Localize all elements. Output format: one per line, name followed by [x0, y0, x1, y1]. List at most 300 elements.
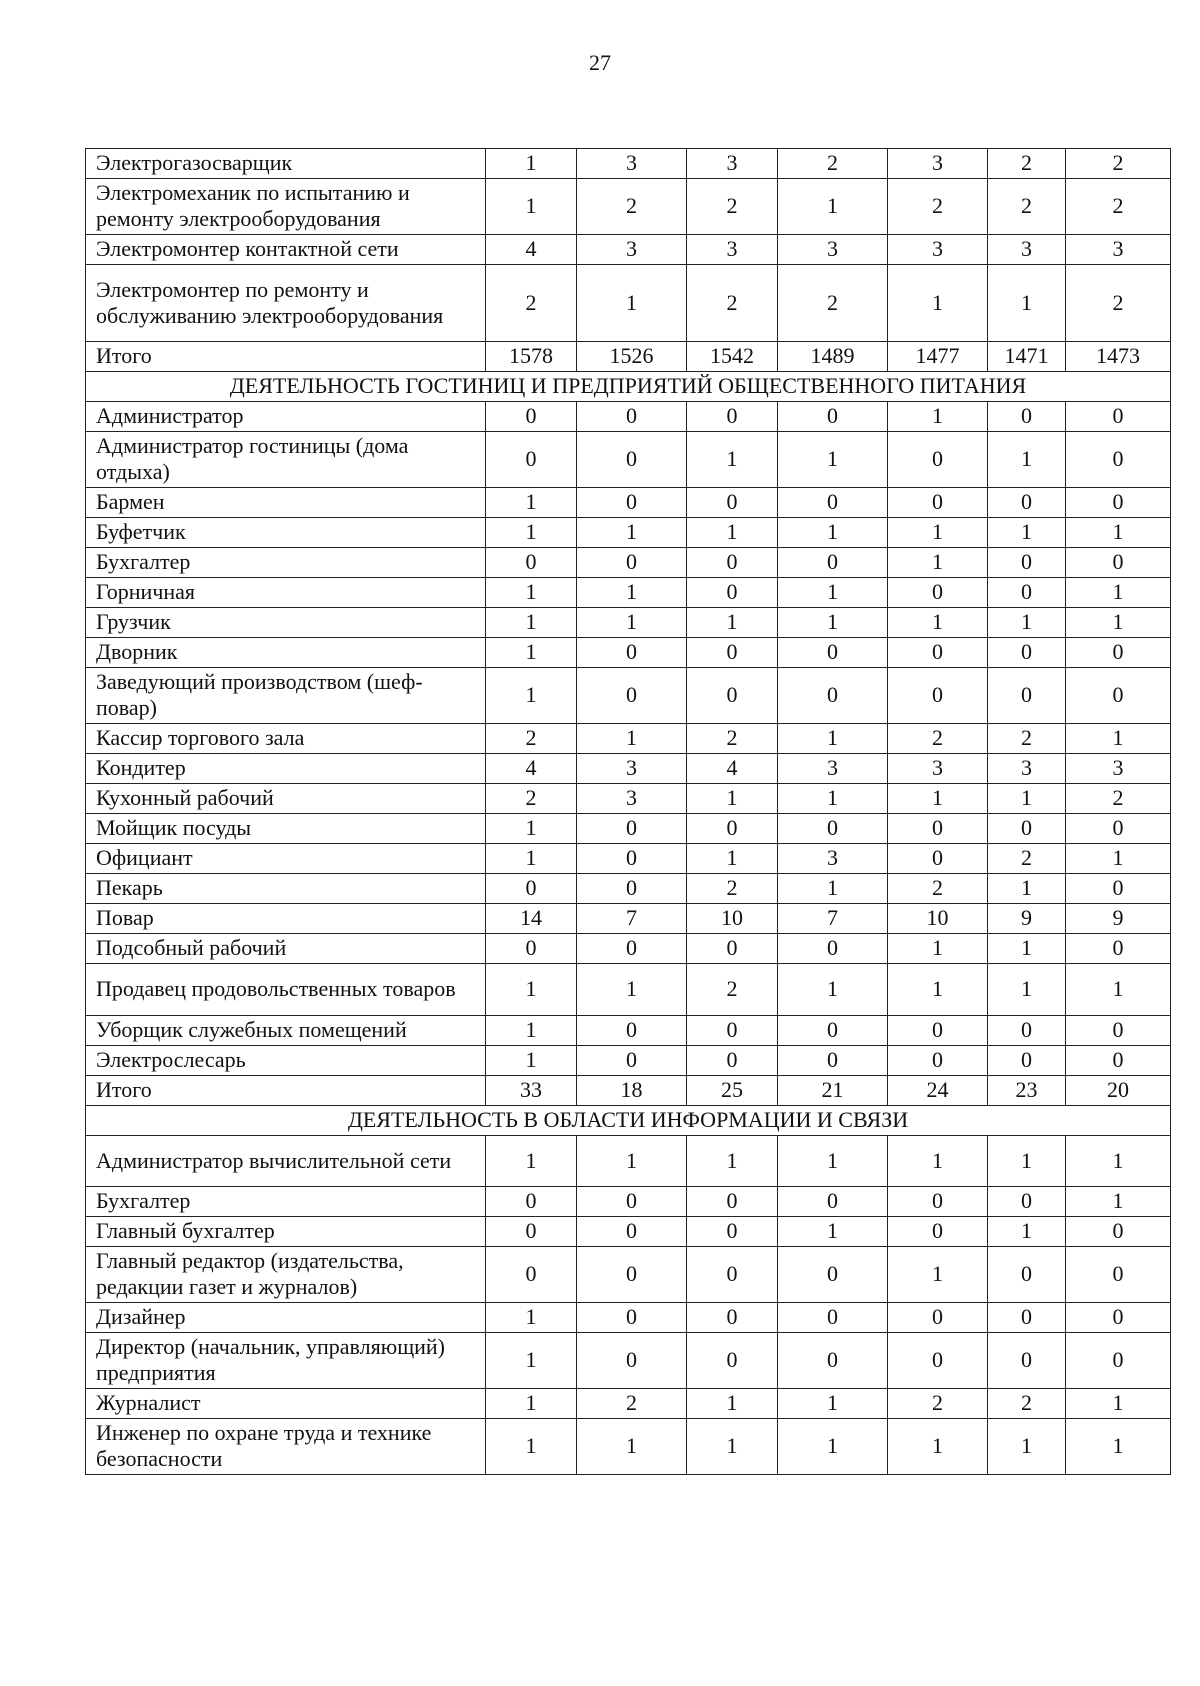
value-cell: 25	[687, 1076, 778, 1106]
value-cell: 1	[888, 1247, 988, 1303]
value-cell: 0	[687, 578, 778, 608]
value-cell: 2	[778, 149, 888, 179]
value-cell: 1	[778, 432, 888, 488]
value-cell: 0	[577, 1247, 687, 1303]
value-cell: 0	[988, 1303, 1066, 1333]
value-cell: 0	[988, 1333, 1066, 1389]
occupation-name: Заведующий производством (шеф-повар)	[86, 668, 486, 724]
table-row	[86, 904, 1171, 934]
value-cell: 0	[687, 1247, 778, 1303]
value-cell: 1526	[577, 342, 687, 372]
value-cell: 2	[1066, 265, 1171, 342]
value-cell: 3	[888, 149, 988, 179]
value-cell: 1	[486, 668, 577, 724]
value-cell: 0	[577, 1303, 687, 1333]
value-cell: 0	[778, 1303, 888, 1333]
value-cell: 0	[888, 638, 988, 668]
value-cell: 1	[988, 1136, 1066, 1187]
occupation-name: Журналист	[86, 1389, 486, 1419]
table-row	[86, 402, 1171, 432]
table-body	[86, 149, 1171, 1475]
value-cell: 0	[778, 1046, 888, 1076]
table-row	[86, 874, 1171, 904]
value-cell: 1	[577, 1419, 687, 1475]
total-row	[86, 1076, 1171, 1106]
value-cell: 1471	[988, 342, 1066, 372]
value-cell: 1	[1066, 578, 1171, 608]
value-cell: 0	[687, 1333, 778, 1389]
occupation-name: Главный бухгалтер	[86, 1217, 486, 1247]
table-row	[86, 1016, 1171, 1046]
occupation-name: Горничная	[86, 578, 486, 608]
value-cell: 1	[988, 432, 1066, 488]
value-cell: 1	[687, 784, 778, 814]
table-row	[86, 814, 1171, 844]
value-cell: 20	[1066, 1076, 1171, 1106]
value-cell: 0	[577, 432, 687, 488]
occupation-name: Администратор	[86, 402, 486, 432]
occupation-name: Главный редактор (издательства, редакции газет и журналов)	[86, 1247, 486, 1303]
value-cell: 0	[988, 1016, 1066, 1046]
value-cell: 3	[888, 754, 988, 784]
value-cell: 1	[577, 724, 687, 754]
value-cell: 0	[577, 814, 687, 844]
value-cell: 0	[577, 488, 687, 518]
value-cell: 0	[778, 488, 888, 518]
table-row	[86, 548, 1171, 578]
value-cell: 3	[778, 754, 888, 784]
value-cell: 3	[687, 235, 778, 265]
value-cell: 0	[687, 1187, 778, 1217]
value-cell: 3	[577, 235, 687, 265]
value-cell: 3	[577, 754, 687, 784]
value-cell: 1	[486, 814, 577, 844]
value-cell: 0	[988, 1187, 1066, 1217]
staffing-table	[85, 148, 1171, 1475]
table-row	[86, 668, 1171, 724]
value-cell: 2	[687, 874, 778, 904]
value-cell: 1	[486, 1389, 577, 1419]
value-cell: 7	[577, 904, 687, 934]
occupation-name: Уборщик служебных помещений	[86, 1016, 486, 1046]
value-cell: 1	[1066, 724, 1171, 754]
table-row	[86, 638, 1171, 668]
value-cell: 7	[778, 904, 888, 934]
page-number: 27	[589, 50, 611, 75]
value-cell: 1	[486, 1303, 577, 1333]
occupation-name: Официант	[86, 844, 486, 874]
value-cell: 1578	[486, 342, 577, 372]
value-cell: 0	[988, 578, 1066, 608]
table-row	[86, 1389, 1171, 1419]
value-cell: 0	[888, 432, 988, 488]
table-row	[86, 1247, 1171, 1303]
value-cell: 1	[988, 964, 1066, 1016]
value-cell: 0	[486, 1187, 577, 1217]
value-cell: 0	[486, 402, 577, 432]
value-cell: 0	[577, 1016, 687, 1046]
value-cell: 3	[778, 844, 888, 874]
value-cell: 1	[486, 638, 577, 668]
value-cell: 0	[486, 874, 577, 904]
value-cell: 3	[988, 754, 1066, 784]
value-cell: 0	[687, 638, 778, 668]
value-cell: 3	[1066, 754, 1171, 784]
value-cell: 1	[577, 578, 687, 608]
value-cell: 0	[888, 578, 988, 608]
value-cell: 0	[486, 548, 577, 578]
value-cell: 1	[988, 1217, 1066, 1247]
value-cell: 10	[888, 904, 988, 934]
value-cell: 0	[687, 548, 778, 578]
value-cell: 1	[778, 724, 888, 754]
value-cell: 0	[1066, 874, 1171, 904]
value-cell: 0	[577, 934, 687, 964]
value-cell: 0	[888, 1016, 988, 1046]
table-row	[86, 608, 1171, 638]
value-cell: 1	[687, 432, 778, 488]
value-cell: 2	[486, 784, 577, 814]
table-row	[86, 754, 1171, 784]
value-cell: 1542	[687, 342, 778, 372]
value-cell: 1	[778, 518, 888, 548]
value-cell: 0	[988, 1247, 1066, 1303]
table-row	[86, 235, 1171, 265]
table-row	[86, 1187, 1171, 1217]
table-row	[86, 844, 1171, 874]
value-cell: 0	[486, 1217, 577, 1247]
value-cell: 1	[577, 265, 687, 342]
value-cell: 2	[486, 265, 577, 342]
value-cell: 1	[888, 608, 988, 638]
value-cell: 14	[486, 904, 577, 934]
value-cell: 0	[888, 1303, 988, 1333]
value-cell: 9	[1066, 904, 1171, 934]
value-cell: 0	[988, 402, 1066, 432]
value-cell: 1	[486, 1046, 577, 1076]
value-cell: 1	[888, 402, 988, 432]
value-cell: 0	[486, 934, 577, 964]
value-cell: 0	[687, 668, 778, 724]
value-cell: 3	[778, 235, 888, 265]
occupation-name: Дизайнер	[86, 1303, 486, 1333]
value-cell: 1	[577, 1136, 687, 1187]
value-cell: 0	[687, 1016, 778, 1046]
value-cell: 1	[486, 149, 577, 179]
value-cell: 21	[778, 1076, 888, 1106]
value-cell: 3	[888, 235, 988, 265]
value-cell: 0	[988, 548, 1066, 578]
occupation-name: Администратор вычислительной сети	[86, 1136, 486, 1187]
value-cell: 3	[577, 149, 687, 179]
value-cell: 1	[486, 1016, 577, 1046]
value-cell: 0	[687, 488, 778, 518]
value-cell: 1	[778, 179, 888, 235]
value-cell: 0	[888, 1187, 988, 1217]
occupation-name: Повар	[86, 904, 486, 934]
value-cell: 1	[888, 1419, 988, 1475]
section-header-row	[86, 1106, 1171, 1136]
value-cell: 0	[1066, 432, 1171, 488]
value-cell: 3	[687, 149, 778, 179]
value-cell: 1	[1066, 964, 1171, 1016]
value-cell: 1	[988, 518, 1066, 548]
value-cell: 1	[888, 1136, 988, 1187]
value-cell: 0	[687, 1303, 778, 1333]
value-cell: 1489	[778, 342, 888, 372]
value-cell: 2	[888, 724, 988, 754]
value-cell: 1	[486, 964, 577, 1016]
value-cell: 3	[577, 784, 687, 814]
value-cell: 1	[687, 1136, 778, 1187]
value-cell: 1	[778, 964, 888, 1016]
value-cell: 0	[778, 1016, 888, 1046]
value-cell: 2	[888, 874, 988, 904]
value-cell: 0	[577, 844, 687, 874]
value-cell: 2	[687, 724, 778, 754]
value-cell: 9	[988, 904, 1066, 934]
table-row	[86, 179, 1171, 235]
value-cell: 0	[1066, 1016, 1171, 1046]
value-cell: 2	[1066, 784, 1171, 814]
value-cell: 2	[988, 149, 1066, 179]
value-cell: 2	[988, 179, 1066, 235]
occupation-name: Бармен	[86, 488, 486, 518]
value-cell: 1	[687, 1389, 778, 1419]
value-cell: 2	[687, 179, 778, 235]
value-cell: 0	[1066, 668, 1171, 724]
value-cell: 0	[988, 668, 1066, 724]
value-cell: 1473	[1066, 342, 1171, 372]
value-cell: 1	[778, 1389, 888, 1419]
value-cell: 1	[577, 518, 687, 548]
value-cell: 0	[888, 488, 988, 518]
value-cell: 1	[888, 784, 988, 814]
value-cell: 0	[888, 1046, 988, 1076]
value-cell: 0	[577, 668, 687, 724]
value-cell: 0	[687, 1046, 778, 1076]
value-cell: 1	[988, 1419, 1066, 1475]
table-row	[86, 1303, 1171, 1333]
value-cell: 1	[778, 1419, 888, 1475]
value-cell: 0	[1066, 934, 1171, 964]
value-cell: 1	[577, 964, 687, 1016]
section-title: ДЕЯТЕЛЬНОСТЬ ГОСТИНИЦ И ПРЕДПРИЯТИЙ ОБЩЕСТВЕННОГО ПИТАНИЯ	[86, 372, 1171, 402]
value-cell: 0	[1066, 1217, 1171, 1247]
value-cell: 1	[1066, 1187, 1171, 1217]
occupation-name: Директор (начальник, управляющий) предприятия	[86, 1333, 486, 1389]
table-row	[86, 432, 1171, 488]
value-cell: 2	[577, 1389, 687, 1419]
value-cell: 0	[486, 432, 577, 488]
occupation-name: Итого	[86, 342, 486, 372]
value-cell: 0	[577, 1046, 687, 1076]
value-cell: 33	[486, 1076, 577, 1106]
value-cell: 2	[988, 1389, 1066, 1419]
value-cell: 0	[1066, 488, 1171, 518]
value-cell: 1	[888, 934, 988, 964]
value-cell: 0	[778, 1247, 888, 1303]
value-cell: 1	[888, 518, 988, 548]
occupation-name: Кондитер	[86, 754, 486, 784]
value-cell: 1	[687, 1419, 778, 1475]
value-cell: 0	[1066, 402, 1171, 432]
value-cell: 24	[888, 1076, 988, 1106]
value-cell: 2	[1066, 179, 1171, 235]
total-row	[86, 342, 1171, 372]
value-cell: 0	[778, 402, 888, 432]
value-cell: 0	[778, 934, 888, 964]
value-cell: 2	[577, 179, 687, 235]
value-cell: 0	[778, 1187, 888, 1217]
table-row	[86, 518, 1171, 548]
value-cell: 1	[486, 1333, 577, 1389]
value-cell: 1	[778, 578, 888, 608]
value-cell: 0	[1066, 814, 1171, 844]
value-cell: 1	[1066, 1389, 1171, 1419]
value-cell: 0	[687, 814, 778, 844]
occupation-name: Бухгалтер	[86, 548, 486, 578]
table-row	[86, 1217, 1171, 1247]
value-cell: 3	[1066, 235, 1171, 265]
value-cell: 1	[988, 874, 1066, 904]
occupation-name: Грузчик	[86, 608, 486, 638]
value-cell: 0	[577, 1333, 687, 1389]
table-row	[86, 265, 1171, 342]
value-cell: 0	[687, 402, 778, 432]
value-cell: 2	[888, 179, 988, 235]
value-cell: 4	[486, 754, 577, 784]
occupation-name: Дворник	[86, 638, 486, 668]
occupation-name: Электромонтер контактной сети	[86, 235, 486, 265]
value-cell: 1	[486, 1136, 577, 1187]
value-cell: 1	[1066, 844, 1171, 874]
value-cell: 1	[888, 964, 988, 1016]
occupation-name: Продавец продовольственных товаров	[86, 964, 486, 1016]
occupation-name: Итого	[86, 1076, 486, 1106]
value-cell: 1	[486, 608, 577, 638]
section-title: ДЕЯТЕЛЬНОСТЬ В ОБЛАСТИ ИНФОРМАЦИИ И СВЯЗИ	[86, 1106, 1171, 1136]
value-cell: 0	[778, 548, 888, 578]
value-cell: 0	[778, 1333, 888, 1389]
table-row	[86, 1136, 1171, 1187]
value-cell: 1	[1066, 1136, 1171, 1187]
value-cell: 2	[687, 964, 778, 1016]
value-cell: 0	[577, 874, 687, 904]
occupation-name: Бухгалтер	[86, 1187, 486, 1217]
section-header-row	[86, 372, 1171, 402]
value-cell: 1	[486, 844, 577, 874]
occupation-name: Электромеханик по испытанию и ремонту электрооборудования	[86, 179, 486, 235]
table-row	[86, 1046, 1171, 1076]
table-row	[86, 964, 1171, 1016]
occupation-name: Подсобный рабочий	[86, 934, 486, 964]
value-cell: 1	[486, 1419, 577, 1475]
value-cell: 4	[687, 754, 778, 784]
value-cell: 1	[486, 179, 577, 235]
value-cell: 1	[687, 608, 778, 638]
value-cell: 2	[687, 265, 778, 342]
occupation-name: Электромонтер по ремонту и обслуживанию электрооборудования	[86, 265, 486, 342]
table-row	[86, 1333, 1171, 1389]
value-cell: 0	[778, 638, 888, 668]
value-cell: 1	[988, 784, 1066, 814]
value-cell: 1	[778, 1217, 888, 1247]
occupation-name: Инженер по охране труда и технике безопасности	[86, 1419, 486, 1475]
value-cell: 0	[988, 1046, 1066, 1076]
value-cell: 0	[1066, 1247, 1171, 1303]
value-cell: 1	[888, 265, 988, 342]
value-cell: 0	[1066, 1303, 1171, 1333]
value-cell: 0	[577, 1217, 687, 1247]
value-cell: 0	[888, 814, 988, 844]
value-cell: 1	[888, 548, 988, 578]
table-row	[86, 1419, 1171, 1475]
value-cell: 0	[486, 1247, 577, 1303]
value-cell: 0	[988, 814, 1066, 844]
value-cell: 0	[577, 638, 687, 668]
value-cell: 2	[778, 265, 888, 342]
value-cell: 1	[988, 608, 1066, 638]
occupation-name: Пекарь	[86, 874, 486, 904]
value-cell: 1	[486, 578, 577, 608]
occupation-name: Мойщик посуды	[86, 814, 486, 844]
occupation-name: Буфетчик	[86, 518, 486, 548]
value-cell: 0	[778, 814, 888, 844]
value-cell: 2	[1066, 149, 1171, 179]
value-cell: 0	[888, 1333, 988, 1389]
value-cell: 1	[577, 608, 687, 638]
value-cell: 0	[687, 934, 778, 964]
value-cell: 0	[1066, 638, 1171, 668]
value-cell: 0	[1066, 1046, 1171, 1076]
value-cell: 0	[577, 402, 687, 432]
value-cell: 2	[988, 844, 1066, 874]
value-cell: 2	[486, 724, 577, 754]
value-cell: 1	[687, 518, 778, 548]
value-cell: 1	[988, 934, 1066, 964]
value-cell: 1	[778, 784, 888, 814]
value-cell: 1	[1066, 1419, 1171, 1475]
value-cell: 0	[687, 1217, 778, 1247]
table-row	[86, 488, 1171, 518]
value-cell: 1	[486, 488, 577, 518]
value-cell: 0	[988, 638, 1066, 668]
value-cell: 2	[888, 1389, 988, 1419]
value-cell: 1477	[888, 342, 988, 372]
value-cell: 23	[988, 1076, 1066, 1106]
value-cell: 0	[888, 668, 988, 724]
table-row	[86, 724, 1171, 754]
value-cell: 1	[988, 265, 1066, 342]
value-cell: 1	[1066, 518, 1171, 548]
value-cell: 1	[778, 874, 888, 904]
value-cell: 4	[486, 235, 577, 265]
value-cell: 18	[577, 1076, 687, 1106]
value-cell: 0	[888, 1217, 988, 1247]
value-cell: 3	[988, 235, 1066, 265]
table-row	[86, 934, 1171, 964]
value-cell: 0	[778, 668, 888, 724]
occupation-name: Администратор гостиницы (дома отдыха)	[86, 432, 486, 488]
value-cell: 1	[778, 608, 888, 638]
value-cell: 1	[778, 1136, 888, 1187]
occupation-name: Кассир торгового зала	[86, 724, 486, 754]
value-cell: 10	[687, 904, 778, 934]
table-row	[86, 578, 1171, 608]
value-cell: 0	[888, 844, 988, 874]
value-cell: 1	[486, 518, 577, 548]
